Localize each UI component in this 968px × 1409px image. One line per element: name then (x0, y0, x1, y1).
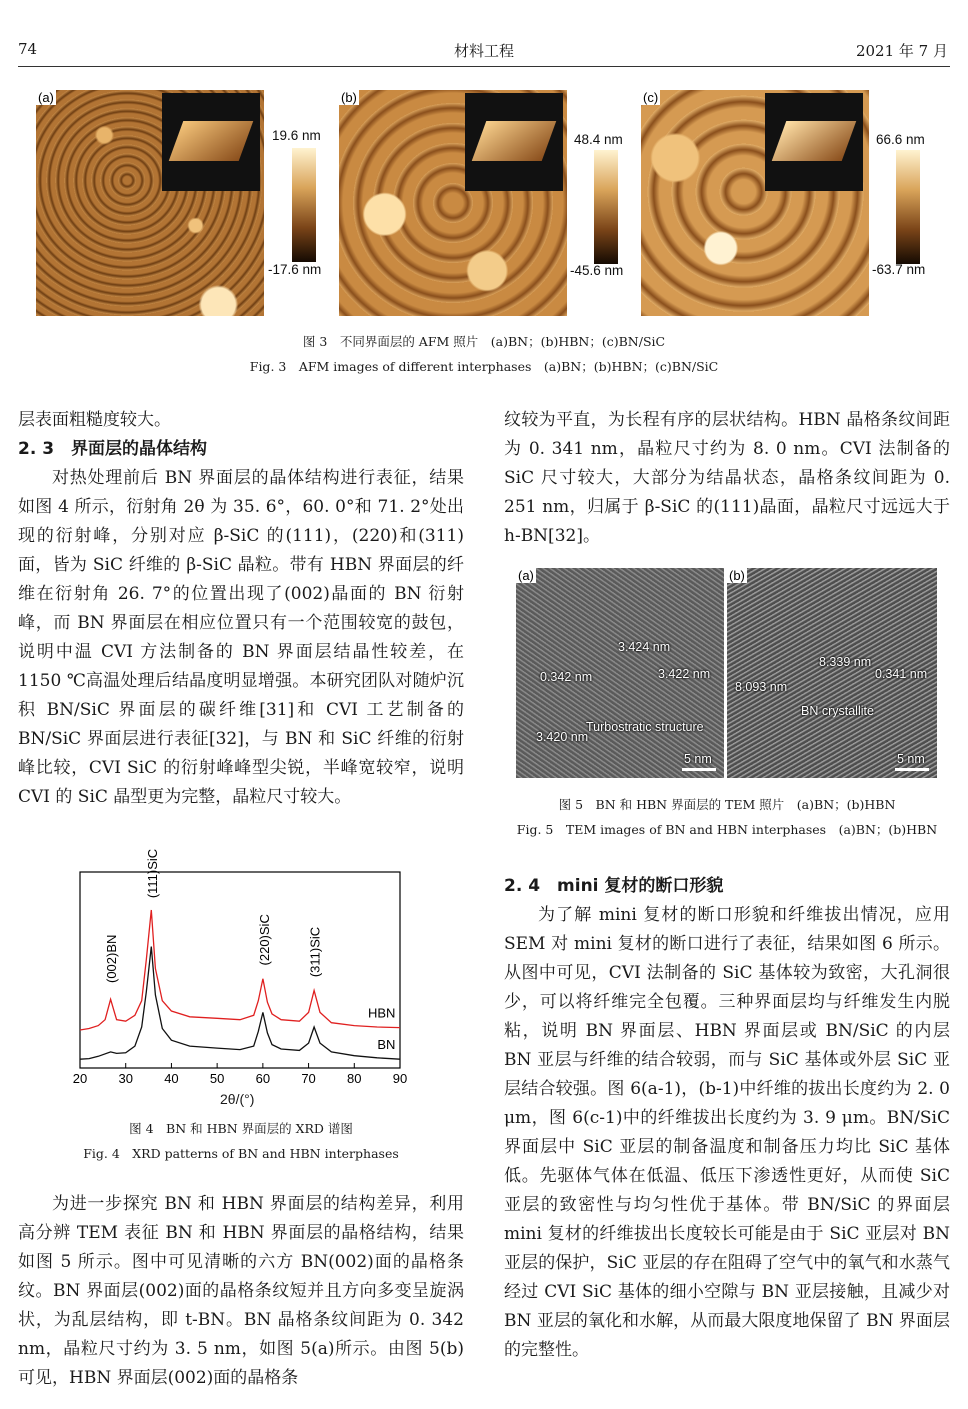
panel-label-a: (a) (38, 90, 54, 105)
series-line-bn (80, 947, 400, 1060)
spacing-label: 8.339 nm (819, 655, 872, 669)
colorbar-c (896, 150, 920, 264)
x-tick-label: 70 (301, 1071, 316, 1086)
header-rule (18, 66, 950, 67)
colorbar-min-a: -17.6 nm (268, 262, 322, 277)
spacing-label: 0.341 nm (875, 667, 928, 681)
figure-4-chart (72, 848, 408, 1088)
paragraph-fracture: 为了解 mini 复材的断口形貌和纤维拔出情况，应用 SEM 对 mini 复材的断口进行了表征，结果如图 6 所示。从图中可见，CVI 法制备的 SiC 基体较为致密，大孔洞很少，可以将纤维完全包覆。三种界面层均与纤维发生内脱粘，说明 BN 界面层、HBN 界面层或 BN/SiC 的内层 BN 亚层与纤维的结合较弱，而与 SiC 基体或外层 SiC 亚层结合较强。图 6(a-1)，(b-1)中纤维的拔出长度约为 2. 0 μm，图 6(c-1)中的纤维拔出长度约为 3. 9 μm。BN/SiC 界面层中 SiC 亚层的制备温度和制备压力均比 SiC 基体低。先驱体气体在低温、低压下渗透性更好，从而使 SiC 亚层的致密性与均匀性优于基体。带 BN/SiC 的界面层 mini 复材的纤维拔出长度较长可能是由于 SiC 亚层对 BN 亚层的保护，SiC 亚层的存在阻碍了空气中的氧气和水蒸气经过 CVI SiC 基体的细小空隙与 BN 亚层接触，且减少对 BN 亚层的氧化和水解，从而最大限度地保留了 BN 界面层的完整性。 (504, 905, 950, 1360)
x-tick-label: 30 (118, 1071, 133, 1086)
afm-image-b (339, 90, 567, 316)
afm-3d-inset-b (465, 93, 563, 191)
series-label-hbn: HBN (367, 1005, 396, 1021)
series-label-bn: BN (377, 1037, 396, 1053)
x-tick-label: 50 (209, 1071, 225, 1086)
afm-image-a (36, 90, 264, 316)
colorbar-min-c: -63.7 nm (872, 262, 926, 277)
scale-bar-label: 5 nm (897, 752, 925, 766)
x-axis-label: 2θ/(°) (220, 1091, 255, 1107)
afm-3d-inset-c (765, 93, 863, 191)
afm-3d-inset-a (162, 93, 260, 191)
tem-image-b (727, 568, 937, 778)
x-tick-label: 60 (255, 1071, 271, 1086)
fig3-caption-en: Fig. 3 AFM images of different interphases (a)BN；(b)HBN；(c)BN/SiC (249, 359, 719, 374)
panel-label-5a: (a) (518, 568, 534, 583)
scale-bar (682, 768, 716, 771)
colorbar-b (594, 150, 618, 264)
section-heading-2-3: 2. 3 界面层的晶体结构 (18, 439, 208, 459)
peak-label: (002)BN (104, 934, 119, 984)
fig3-caption-cn: 图 3 不同界面层的 AFM 照片 (a)BN；(b)HBN；(c)BN/SiC (302, 334, 666, 349)
xrd-chart-svg (72, 848, 408, 1088)
left-text-top (18, 406, 464, 812)
scale-bar-label: 5 nm (684, 752, 712, 766)
colorbar-max-b: 48.4 nm (574, 132, 623, 147)
paragraph-tem: 为进一步探究 BN 和 HBN 界面层的结构差异，利用高分辨 TEM 表征 BN 和 HBN 界面层的晶格结构，结果如图 5 所示。图中可见清晰的六方 BN(002)面的晶格条纹。BN 界面层(002)面的晶格条纹短并且方向多变呈旋涡状，为乱层结构，即 t-BN。BN 晶格条纹间距为 0. 342 nm，晶粒尺寸约为 3. 5 nm，如图 5(a)所示。由图 5(b)可见，HBN 界面层(002)面的晶格条 (18, 1194, 464, 1388)
peak-label: (111)SiC (145, 848, 161, 899)
colorbar-max-a: 19.6 nm (272, 128, 321, 143)
x-tick-label: 20 (72, 1071, 88, 1086)
paragraph-hbn: 纹较为平直，为长程有序的层状结构。HBN 晶格条纹间距为 0. 341 nm，晶粒尺寸约为 8. 0 nm。CVI 法制备的 SiC 尺寸较大，大部分为结晶状态，晶格条纹间距为 0. 251 nm，归属于 β-SiC 的(111)晶面，晶粒尺寸远远大于 h-BN[32]。 (504, 410, 950, 546)
annotation-label: Turbostratic structure (586, 720, 704, 734)
panel-label-c: (c) (643, 90, 659, 105)
spacing-label: 8.093 nm (735, 680, 788, 694)
plot-frame (80, 872, 400, 1068)
scale-bar (895, 768, 929, 771)
colorbar-max-c: 66.6 nm (876, 132, 925, 147)
x-tick-label: 90 (392, 1071, 408, 1086)
fig5-caption-en: Fig. 5 TEM images of BN and HBN interphases (a)BN；(b)HBN (516, 822, 938, 837)
colorbar-a (292, 148, 316, 262)
spacing-label: 3.422 nm (658, 667, 711, 681)
x-tick-label: 40 (164, 1071, 179, 1086)
paragraph-continuation: 层表面粗糙度较大。 (18, 410, 171, 430)
paragraph-xrd: 对热处理前后 BN 界面层的晶体结构进行表征，结果如图 4 所示，衍射角 2θ 为 35. 6°，60. 0°和 71. 2°处出现的衍射峰，分别对应 β-SiC 的(111)，(220)和(311)面，皆为 SiC 纤维的 β-SiC 晶粒。带有 HBN 界面层的纤维在衍射角 26. 7°的位置出现了(002)晶面的 BN 衍射峰，而 BN 界面层在相应位置只有一个范围较宽的鼓包，说明中温 CVI 方法制备的 BN 界面层结晶性较差，在 1150 ℃高温处理后结晶度明显增强。本研究团队对随炉沉积 BN/SiC 界面层的碳纤维[31]和 CVI 工艺制备的 BN/SiC 界面层进行表征[32]，与 BN 和 SiC 纤维的衍射峰比较，CVI SiC 的衍射峰峰型尖锐，半峰宽较窄，说明 CVI 的 SiC 晶型更为完整，晶粒尺寸较大。 (18, 468, 464, 807)
colorbar-min-b: -45.6 nm (570, 263, 624, 278)
issue-date: 2021 年 7 月 (855, 42, 948, 60)
peak-label: (311)SiC (307, 926, 323, 978)
peak-label: (220)SiC (257, 914, 273, 966)
spacing-label: 3.420 nm (536, 730, 589, 744)
section-heading-2-4: 2. 4 mini 复材的断口形貌 (504, 876, 724, 896)
afm-image-c (641, 90, 869, 316)
x-tick-label: 80 (347, 1071, 362, 1086)
right-text-bottom (504, 872, 950, 1365)
right-text-top (504, 406, 950, 551)
fig4-caption-en: Fig. 4 XRD patterns of BN and HBN interphases (83, 1146, 399, 1161)
spacing-label: 0.342 nm (540, 670, 593, 684)
fig4-caption-cn: 图 4 BN 和 HBN 界面层的 XRD 谱图 (129, 1121, 353, 1136)
panel-label-5b: (b) (729, 568, 745, 583)
tem-image-a (516, 568, 724, 778)
series-line-hbn (80, 910, 400, 1030)
panel-label-b: (b) (341, 90, 357, 105)
annotation-label: BN crystallite (801, 704, 874, 718)
left-text-bottom (18, 1190, 464, 1393)
journal-name: 材料工程 (453, 42, 514, 60)
spacing-label: 3.424 nm (618, 640, 671, 654)
page-number: 74 (18, 40, 38, 58)
fig5-caption-cn: 图 5 BN 和 HBN 界面层的 TEM 照片 (a)BN；(b)HBN (558, 797, 896, 812)
